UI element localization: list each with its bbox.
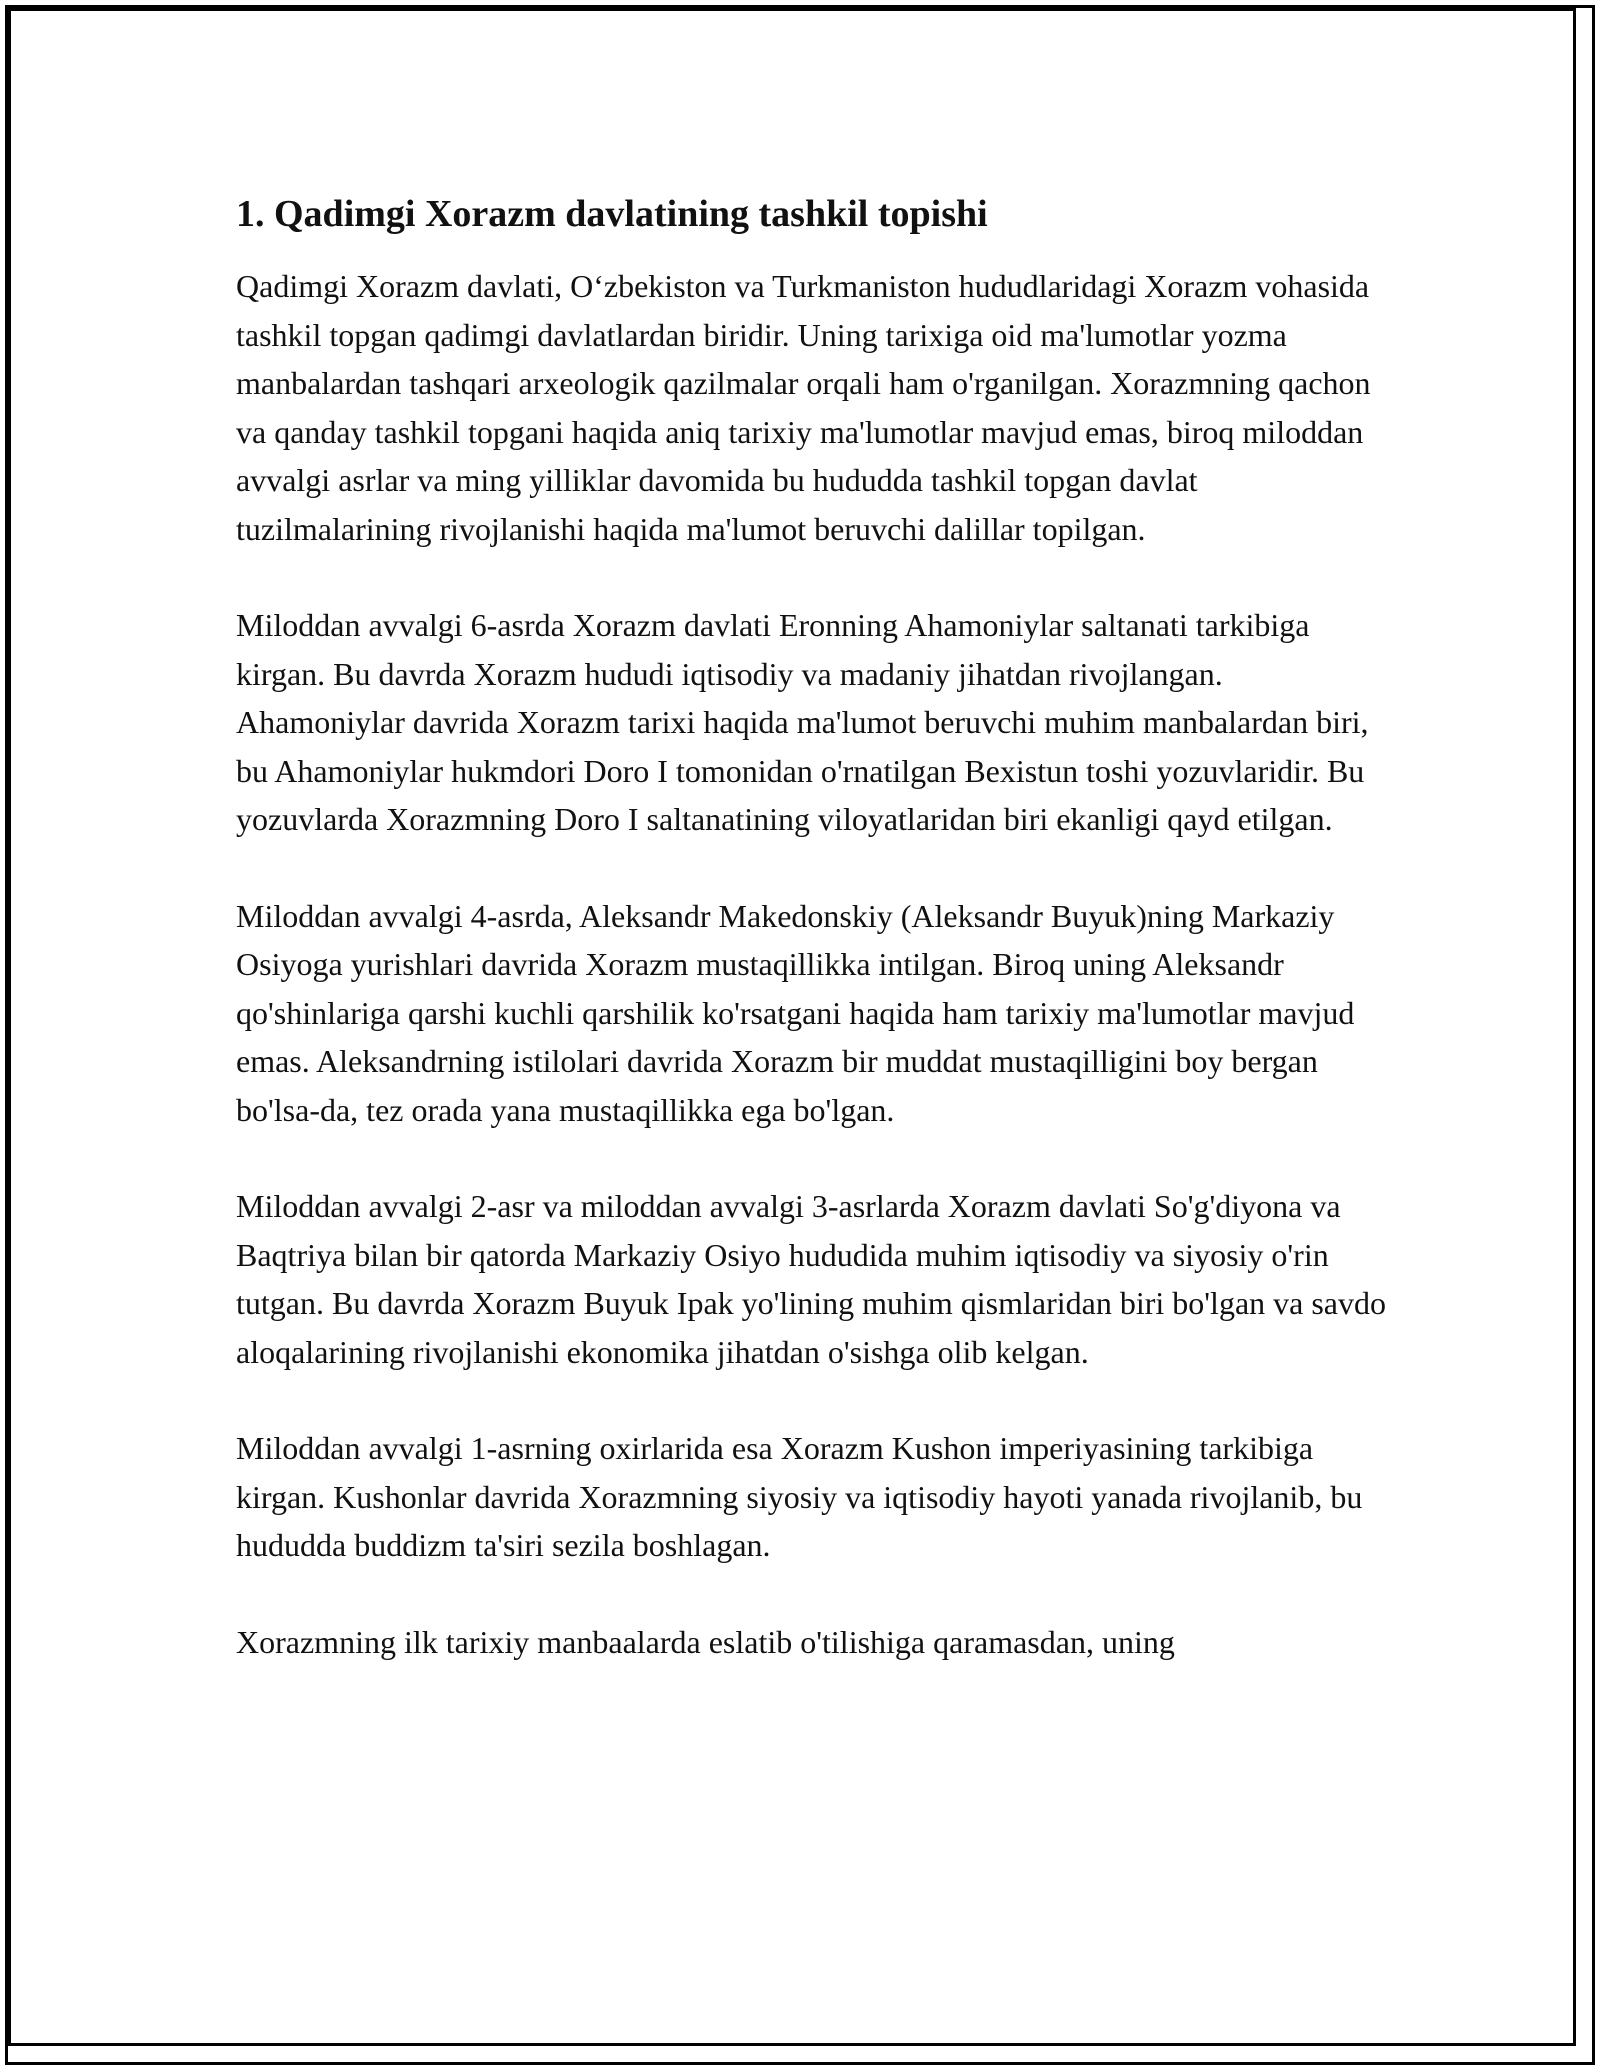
paragraph-4: Miloddan avvalgi 2-asr va miloddan avvalgi 3-asrlarda Xorazm davlati So'g'diyona va Baqtriya bilan bir qatorda Markaziy Osiyo hududida muhim iqtisodiy va siyosiy o'rin tutgan. Bu davrda Xorazm Buyuk Ipak yo'lining muhim qismlaridan biri bo'lgan va savdo aloqalarining rivojlanishi ekonomika jihatdan o'sishga olib kelgan.	[236, 1188, 1386, 1370]
paragraph-6: Xorazmning ilk tarixiy manbaalarda eslatib o'tilishiga qaramasdan, uning	[236, 1623, 1175, 1660]
paragraph-1: Qadimgi Xorazm davlati, O‘zbekiston va Turkmaniston hududlaridagi Xorazm vohasida tashkil topgan qadimgi davlatlardan biridir. Uning tarixiga oid ma'lumotlar yozma manbalardan tashqari arxeologik qazilmalar orqali ham o'rganilgan. Xorazmning qachon va qanday tashkil topgani haqida aniq tarixiy ma'lumotlar mavjud emas, biroq miloddan avvalgi asrlar va ming yilliklar davomida bu hududda tashkil topgan davlat tuzilmalarining rivojlanishi haqida ma'lumot beruvchi dalillar topilgan.	[236, 268, 1371, 547]
paragraph-5: Miloddan avvalgi 1-asrning oxirlarida esa Xorazm Kushon imperiyasining tarkibiga kirgan. Kushonlar davrida Xorazmning siyosiy va iqtisodiy hayoti yanada rivojlanib, bu hududda buddizm ta'siri sezila boshlagan.	[236, 1430, 1363, 1563]
paragraph-2: Miloddan avvalgi 6-asrda Xorazm davlati Eronning Ahamoniylar saltanati tarkibiga kirgan. Bu davrda Xorazm hududi iqtisodiy va madaniy jihatdan rivojlangan. Ahamoniylar davrida Xorazm tarixi haqida ma'lumot beruvchi muhim manbalardan biri, bu Ahamoniylar hukmdori Doro I tomonidan o'rnatilgan Bexistun toshi yozuvlaridir. Bu yozuvlarda Xorazmning Doro I saltanatining viloyatlaridan biri ekanligi qayd etilgan.	[236, 607, 1369, 837]
paragraph-3: Miloddan avvalgi 4-asrda, Aleksandr Makedonskiy (Aleksandr Buyuk)ning Markaziy Osiyoga yurishlari davrida Xorazm mustaqillikka intilgan. Biroq uning Aleksandr qo'shinlariga qarshi kuchli qarshilik ko'rsatgani haqida ham tarixiy ma'lumotlar mavjud emas. Aleksandrning istilolari davrida Xorazm bir muddat mustaqilligini boy bergan bo'lsa-da, tez orada yana mustaqillikka ega bo'lgan.	[236, 897, 1355, 1128]
document-body	[236, 186, 1386, 1714]
page-title: 1. Qadimgi Xorazm davlatining tashkil topishi	[236, 193, 988, 235]
